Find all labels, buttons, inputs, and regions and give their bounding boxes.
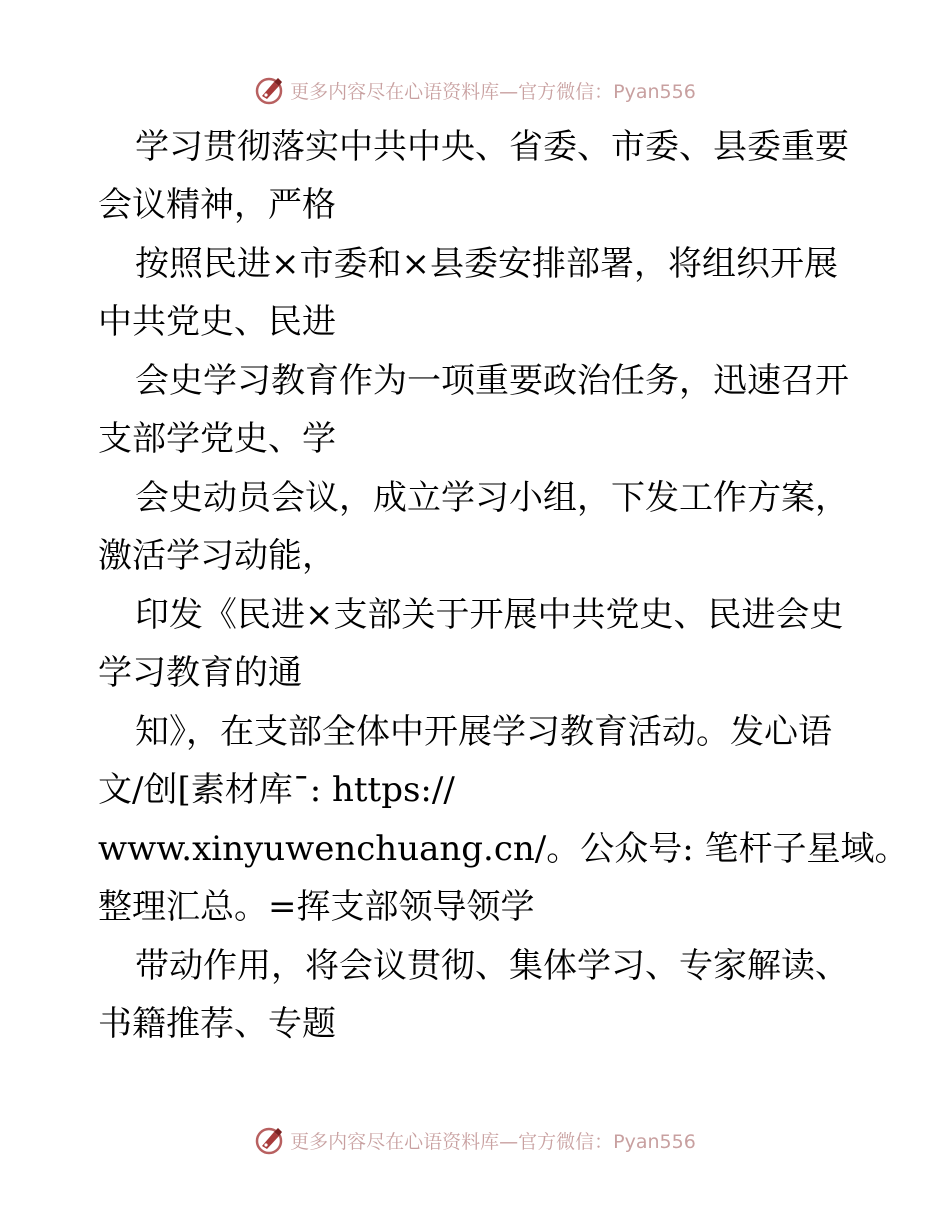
footer-banner (0, 1120, 950, 1160)
text-line: 知》，在支部全体中开展学习教育活动。发心语 (135, 712, 832, 752)
text-line: www.xinyuwenchuang.cn/。公众号: 笔杆子星域。 (98, 829, 909, 869)
text-line: 激活学习动能， (98, 536, 336, 576)
text-line: 会史学习教育作为一项重要政治任务，迅速召开 (135, 361, 849, 401)
footer-banner-text: 更多内容尽在心语资料库—官方微信：Pyan556 (290, 1130, 696, 1153)
text-line: 整理汇总。=挥支部领导领学 (98, 887, 535, 927)
text-line: 印发《民进×支部关于开展中共党史、民进会史 (135, 595, 844, 635)
text-line: 文/创[素材库¯: https:// (98, 770, 455, 810)
text-line: 会史动员会议，成立学习小组，下发工作方案， (135, 478, 849, 518)
pen-nib-circle-icon (254, 1124, 286, 1156)
header-banner-text: 更多内容尽在心语资料库—官方微信：Pyan556 (290, 80, 696, 103)
text-line: 学习教育的通 (98, 653, 302, 693)
header-banner (0, 70, 950, 110)
text-line: 书籍推荐、专题 (98, 1004, 336, 1044)
text-line: 学习贯彻落实中共中央、省委、市委、县委重要 (135, 127, 849, 167)
text-line: 带动作用，将会议贯彻、集体学习、专家解读、 (135, 946, 849, 986)
document-body (0, 118, 950, 1078)
text-line: 按照民进×市委和×县委安排部署，将组织开展 (135, 244, 838, 284)
text-line: 支部学党史、学 (98, 419, 336, 459)
pen-nib-circle-icon (254, 74, 286, 106)
text-line: 会议精神，严格 (98, 185, 336, 225)
text-line: 中共党史、民进 (98, 302, 336, 342)
